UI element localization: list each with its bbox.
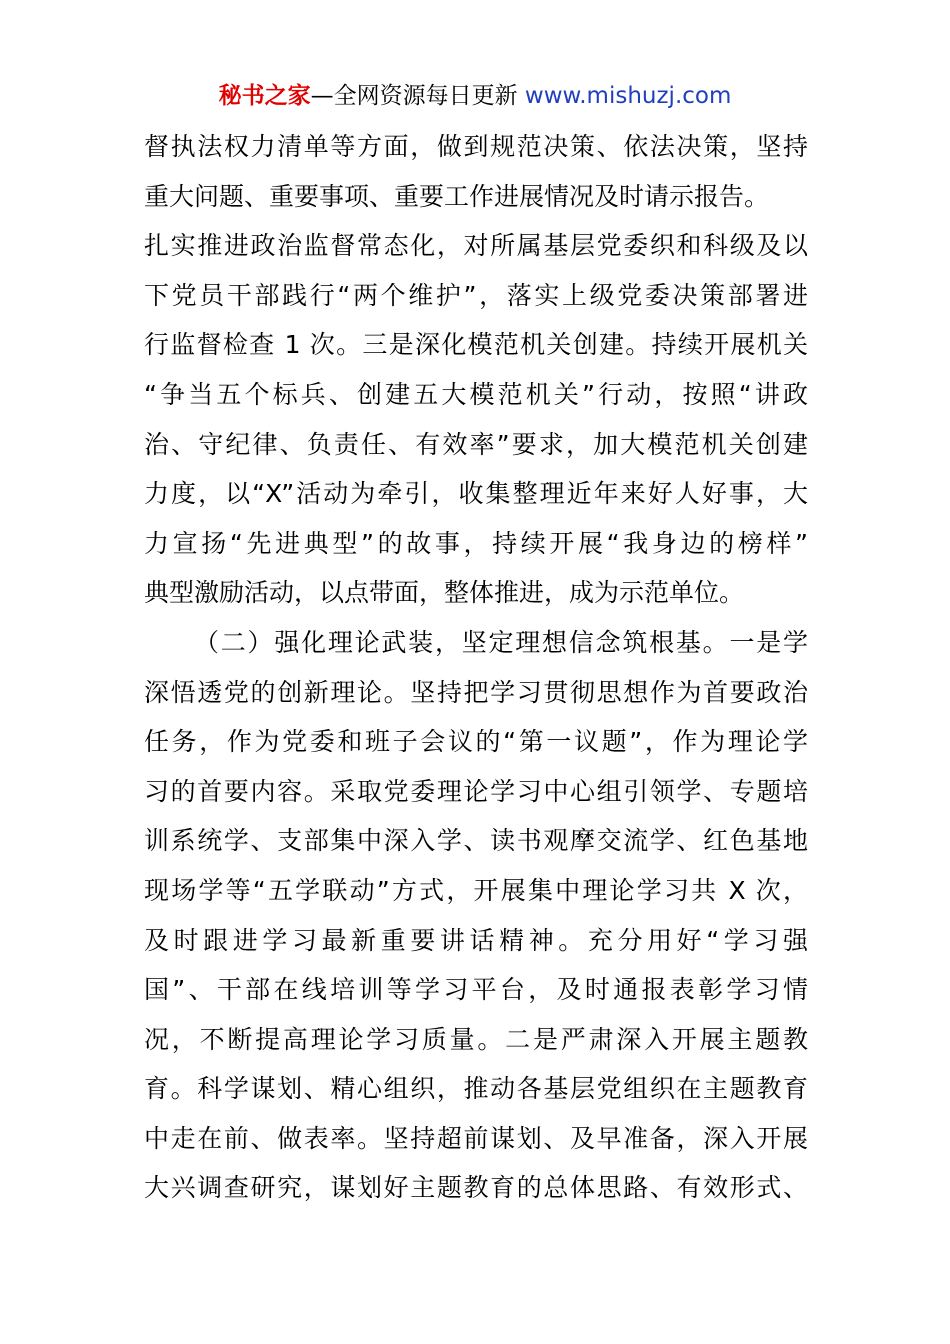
header-brand: 秘书之家: [218, 83, 311, 109]
document-header: [0, 80, 950, 112]
text-line: 力度，以“X”活动为牵引，收集整理近年来好人好事，大: [144, 479, 808, 509]
header-site-url[interactable]: www.mishuzj.com: [524, 83, 732, 109]
text-line: 行监督检查 1 次。三是深化模范机关创建。持续开展机关: [144, 330, 808, 360]
text-line: 国”、干部在线培训等学习平台，及时通报表彰学习情: [144, 975, 808, 1005]
header-tagline: —全网资源每日更新: [310, 83, 525, 109]
text-line: 育。科学谋划、精心组织，推动各基层党组织在主题教育: [144, 1074, 808, 1104]
text-line: 重大问题、重要事项、重要工作进展情况及时请示报告。: [144, 181, 770, 211]
text-line: 扎实推进政治监督常态化，对所属基层党委织和科级及以: [144, 231, 808, 261]
section-heading-line: （二）强化理论武装，坚定理想信念筑根基。一是学: [194, 627, 808, 657]
document-body: [144, 122, 808, 1213]
text-line: 治、守纪律、负责任、有效率”要求，加大模范机关创建: [144, 429, 808, 459]
text-line: 大兴调查研究，谋划好主题教育的总体思路、有效形式、: [144, 1173, 808, 1203]
text-line: 典型激励活动，以点带面，整体推进，成为示范单位。: [144, 578, 745, 608]
text-line: 况，不断提高理论学习质量。二是严肃深入开展主题教: [144, 1024, 808, 1054]
text-line: 下党员干部践行“两个维护”，落实上级党委决策部署进: [144, 280, 808, 310]
text-line: 力宣扬“先进典型”的故事，持续开展“我身边的榜样”: [144, 528, 808, 558]
text-line: 深悟透党的创新理论。坚持把学习贯彻思想作为首要政治: [144, 677, 808, 707]
text-line: 习的首要内容。采取党委理论学习中心组引领学、专题培: [144, 776, 808, 806]
text-line: 现场学等“五学联动”方式，开展集中理论学习共 X 次，: [144, 875, 808, 905]
text-line: 任务，作为党委和班子会议的“第一议题”，作为理论学: [144, 727, 808, 757]
text-line: 及时跟进学习最新重要讲话精神。充分用好“学习强: [144, 925, 808, 955]
text-line: 训系统学、支部集中深入学、读书观摩交流学、红色基地: [144, 826, 808, 856]
text-line: “争当五个标兵、创建五大模范机关”行动，按照“讲政: [144, 379, 808, 409]
text-line: 督执法权力清单等方面，做到规范决策、依法决策，坚持: [144, 132, 808, 161]
text-line: 中走在前、做表率。坚持超前谋划、及早准备，深入开展: [144, 1123, 808, 1153]
